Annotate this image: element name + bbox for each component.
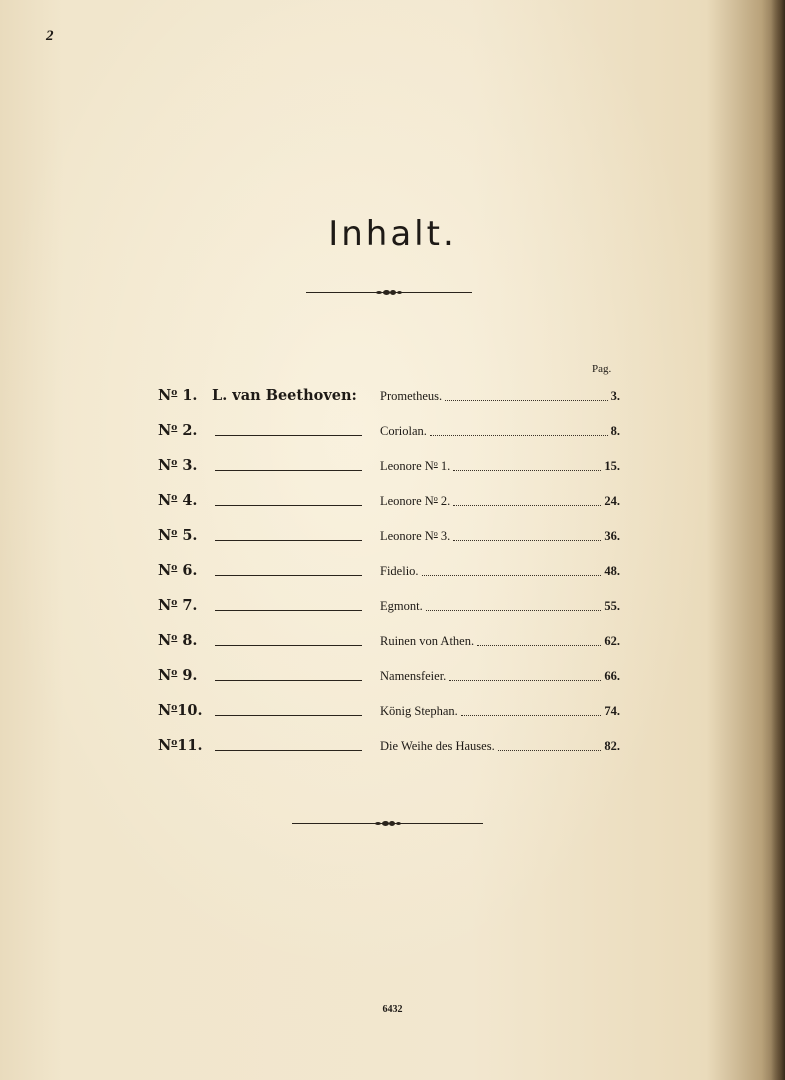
toc-work-title: Leonore $N^o$ 2. — [380, 494, 451, 508]
page-number: 2 — [46, 28, 54, 44]
dot-leader — [453, 504, 601, 506]
toc-work-title: Fidelio. — [380, 564, 419, 578]
toc-page-number: 15. — [604, 459, 620, 473]
page-title: Inhalt. — [328, 214, 457, 254]
toc-work-title: König Stephan. — [380, 704, 458, 718]
toc-row — [0, 492, 785, 516]
ditto-rule — [215, 715, 362, 716]
toc-row — [0, 632, 785, 656]
toc-entry — [380, 564, 620, 579]
toc-work-title: Leonore $N^o$ 1. — [380, 459, 451, 473]
ornament-flourish-icon — [376, 289, 402, 297]
toc-number: $N^o$ 7. — [158, 597, 198, 614]
toc-row — [0, 422, 785, 446]
toc-work-title: Egmont. — [380, 599, 423, 613]
ditto-rule — [215, 610, 362, 611]
toc-number: $N^o$ 6. — [158, 562, 198, 579]
toc-page-number: 3. — [610, 389, 620, 403]
toc-row — [0, 527, 785, 551]
ditto-rule — [215, 505, 362, 506]
toc-work-title: Coriolan. — [380, 424, 427, 438]
toc-entry — [380, 739, 620, 754]
toc-number: $N^o11$. — [158, 737, 203, 754]
toc-page-number: 82. — [604, 739, 620, 753]
dot-leader — [453, 539, 601, 541]
toc-work-title: Ruinen von Athen. — [380, 634, 475, 648]
ditto-rule — [215, 645, 362, 646]
toc-entry — [380, 389, 620, 404]
pag-label: Pag. — [592, 363, 612, 375]
toc-entry — [380, 529, 620, 544]
toc-work-title: Leonore $N^o$ 3. — [380, 529, 451, 543]
toc-page-number: 24. — [604, 494, 620, 508]
toc-entry — [380, 669, 620, 684]
toc-number: $N^o$ 4. — [158, 492, 198, 509]
toc-number: $N^o$ 5. — [158, 527, 198, 544]
toc-number: $N^o10$. — [158, 702, 203, 719]
dot-leader — [498, 749, 602, 751]
dot-leader — [426, 609, 602, 611]
toc-page-number: 8. — [610, 424, 620, 438]
toc-number: $N^o$ 2. — [158, 422, 198, 439]
dot-leader — [445, 399, 607, 401]
toc-page-number: 66. — [604, 669, 620, 683]
plate-number: 6432 — [382, 1004, 403, 1015]
dot-leader — [461, 714, 602, 716]
toc-entry — [380, 459, 620, 474]
top-ornament-rule — [306, 289, 472, 297]
toc-work-title: Prometheus. — [380, 389, 443, 403]
toc-row — [0, 667, 785, 691]
toc-number: $N^o$ 8. — [158, 632, 198, 649]
bottom-ornament-rule — [292, 820, 483, 828]
toc-number: $N^o$ 9. — [158, 667, 198, 684]
toc-page-number: 48. — [604, 564, 620, 578]
toc-page-number: 62. — [604, 634, 620, 648]
ditto-rule — [215, 435, 362, 436]
toc-row — [0, 737, 785, 761]
toc-number: $N^o$ 3. — [158, 457, 198, 474]
toc-number: $N^o$ 1. — [158, 387, 198, 404]
toc-work-title: Namensfeier. — [380, 669, 447, 683]
toc-entry — [380, 424, 620, 439]
toc-page-number: 36. — [604, 529, 620, 543]
toc-row — [0, 457, 785, 481]
toc-work-title: Die Weihe des Hauses. — [380, 739, 495, 753]
dot-leader — [449, 679, 601, 681]
ornament-flourish-icon — [375, 820, 401, 828]
dot-leader — [430, 434, 608, 436]
dot-leader — [477, 644, 601, 646]
dot-leader — [453, 469, 601, 471]
toc-row — [0, 387, 785, 411]
toc-composer: L. van Beethoven: — [212, 387, 357, 404]
toc-row — [0, 562, 785, 586]
toc-entry — [380, 599, 620, 614]
ditto-rule — [215, 575, 362, 576]
ditto-rule — [215, 750, 362, 751]
toc-entry — [380, 494, 620, 509]
ditto-rule — [215, 470, 362, 471]
toc-entry — [380, 704, 620, 719]
toc-row — [0, 597, 785, 621]
toc-row — [0, 702, 785, 726]
dot-leader — [422, 574, 602, 576]
toc-page-number: 55. — [604, 599, 620, 613]
ditto-rule — [215, 680, 362, 681]
toc-entry — [380, 634, 620, 649]
ditto-rule — [215, 540, 362, 541]
toc-page-number: 74. — [604, 704, 620, 718]
